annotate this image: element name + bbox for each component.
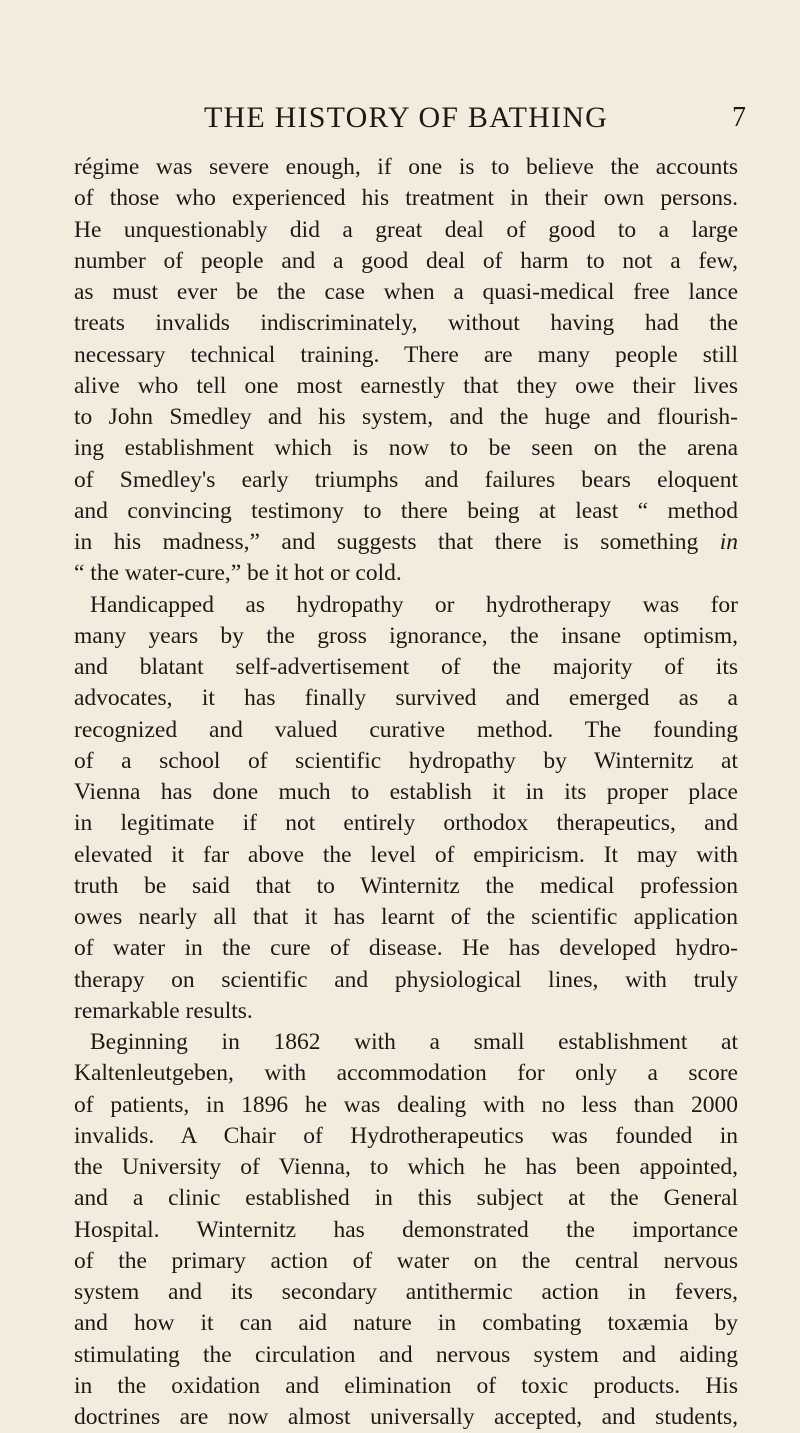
text-line: system and its secondary antithermic action in fevers, <box>74 1279 738 1305</box>
text-line: as must ever be the case when a quasi-medical free lance <box>74 279 738 305</box>
body-text <box>74 152 738 1433</box>
text-line: of those who experienced his treatment in their own persons. <box>74 185 738 212</box>
text-line <box>74 527 738 558</box>
text-line: Kaltenleutgeben, with accommodation for only a score <box>74 1060 738 1087</box>
text-line: remarkable results. <box>74 997 253 1024</box>
page-number: 7 <box>732 102 746 133</box>
text-line: of patients, in 1896 he was dealing with no less than 2000 <box>74 1091 738 1118</box>
text-line: stimulating the circulation and nervous system and aiding <box>74 1341 738 1368</box>
paragraph-start-line: Beginning in 1862 with a small establishment at <box>90 1029 738 1055</box>
text-line: of a school of scientific hydropathy by Winternitz at <box>74 747 738 774</box>
text-line: and a clinic established in this subject at the General <box>74 1185 738 1212</box>
text-line: treats invalids indiscriminately, without having had the <box>74 310 738 337</box>
text-line: alive who tell one most earnestly that they owe their lives <box>74 372 738 399</box>
text-line: régime was severe enough, if one is to believe the accounts <box>74 154 738 180</box>
text-line: of Smedley's early triumphs and failures bears eloquent <box>74 466 738 493</box>
text-line: “ the water-cure,” be it hot or cold. <box>74 560 402 587</box>
text-line: invalids. A Chair of Hydrotherapeutics was founded in <box>74 1122 738 1149</box>
text-line: the University of Vienna, to which he has been appointed, <box>74 1154 738 1180</box>
text-line: to John Smedley and his system, and the huge and flourish- <box>74 404 738 430</box>
text-line: owes nearly all that it has learnt of the scientific application <box>74 904 738 930</box>
text-line: of the primary action of water on the central nervous <box>74 1247 738 1274</box>
text-line: He unquestionably did a great deal of good to a large <box>74 216 738 243</box>
running-head <box>74 98 746 138</box>
text-line: doctrines are now almost universally accepted, and students, <box>74 1404 738 1430</box>
text-line: therapy on scientific and physiological lines, with truly <box>74 966 738 993</box>
text-line: advocates, it has finally survived and emerged as a <box>74 685 738 712</box>
paragraph-start-line: Handicapped as hydropathy or hydrotherapy was for <box>90 591 738 618</box>
text-line-content: in his madness,” and suggests that there is something <box>74 529 699 555</box>
text-line: and blatant self-advertisement of the majority of its <box>74 654 738 680</box>
text-line: necessary technical training. There are many people still <box>74 341 738 368</box>
text-line: and convincing testimony to there being at least “ method <box>74 497 738 524</box>
text-line: many years by the gross ignorance, the insane optimism, <box>74 622 738 649</box>
italic-word: in <box>719 529 738 555</box>
text-line: in legitimate if not entirely orthodox therapeutics, and <box>74 810 738 837</box>
text-line: Hospital. Winternitz has demonstrated the importance <box>74 1216 738 1243</box>
text-line: number of people and a good deal of harm to not a few, <box>74 247 738 274</box>
text-line: elevated it far above the level of empiricism. It may with <box>74 841 738 868</box>
text-line: ing establishment which is now to be seen on the arena <box>74 435 738 462</box>
running-title: THE HISTORY OF BATHING <box>204 101 608 134</box>
text-line: in the oxidation and elimination of toxic products. His <box>74 1372 738 1399</box>
text-line: of water in the cure of disease. He has developed hydro- <box>74 935 738 962</box>
text-line: Vienna has done much to establish it in its proper place <box>74 779 738 805</box>
text-line: recognized and valued curative method. The founding <box>74 716 738 743</box>
text-line: and how it can aid nature in combating toxæmia by <box>74 1310 738 1337</box>
text-line: truth be said that to Winternitz the medical profession <box>74 872 738 899</box>
